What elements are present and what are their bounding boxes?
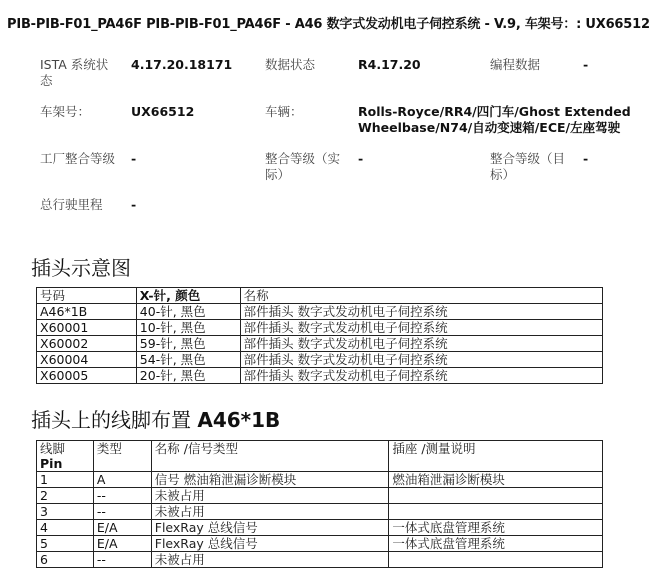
table-row (37, 336, 603, 352)
cell-type: -- (93, 504, 151, 520)
factory-level-label: 工厂整合等级 (40, 151, 116, 166)
col-name: 名称 (240, 288, 602, 304)
pin-table-header (37, 441, 603, 472)
connector-section-title: 插头示意图 (31, 256, 131, 280)
actual-level-value: - (358, 151, 364, 166)
vin-label: 车架号： (40, 104, 91, 119)
ista-label: ISTA 系统状态 (40, 57, 109, 88)
cell-socket: 燃油箱泄漏诊断模块 (389, 472, 603, 488)
document-header: PIB-PIB-F01_PA46F PIB-PIB-F01_PA46F - A46 数字式发动机电子伺控系统 - V.9, 车架号：: UX66512 (7, 17, 650, 32)
cell-pin: 2 (37, 488, 94, 504)
cell-name: 部件插头 数字式发动机电子伺控系统 (240, 320, 602, 336)
table-row (37, 352, 603, 368)
cell-type: A (93, 472, 151, 488)
cell-number: X60001 (37, 320, 137, 336)
table-row (37, 552, 603, 568)
cell-pins-color: 10-针, 黑色 (136, 320, 240, 336)
cell-socket: 一体式底盘管理系统 (389, 536, 603, 552)
cell-name: 部件插头 数字式发动机电子伺控系统 (240, 368, 602, 384)
mileage-value: - (131, 197, 137, 212)
cell-name: 部件插头 数字式发动机电子伺控系统 (240, 304, 602, 320)
col-pin (37, 441, 94, 472)
pin-section-title-prefix: 插头上的线脚布置 (31, 408, 191, 432)
data-status-label: 数据状态 (265, 57, 316, 72)
cell-type: -- (93, 488, 151, 504)
data-status-value: R4.17.20 (358, 57, 421, 72)
cell-signal-name: 未被占用 (151, 504, 389, 520)
cell-number: X60005 (37, 368, 137, 384)
cell-socket (389, 552, 603, 568)
cell-pins-color: 20-针, 黑色 (136, 368, 240, 384)
col-pin-line2: Pin (40, 456, 63, 471)
cell-signal-name: FlexRay 总线信号 (151, 536, 389, 552)
cell-pin: 3 (37, 504, 94, 520)
programming-label: 编程数据 (490, 57, 541, 72)
cell-type: E/A (93, 536, 151, 552)
pin-section-title (31, 404, 280, 433)
cell-pin: 5 (37, 536, 94, 552)
table-row (37, 320, 603, 336)
ista-value: 4.17.20.18171 (131, 57, 233, 72)
cell-name: 部件插头 数字式发动机电子伺控系统 (240, 352, 602, 368)
cell-type: E/A (93, 520, 151, 536)
cell-socket (389, 488, 603, 504)
vehicle-value-line1: Rolls-Royce/RR4/四门车/Ghost Extended (358, 104, 631, 119)
col-pin-line1: 线脚 (40, 441, 66, 456)
cell-socket (389, 504, 603, 520)
connector-table (36, 287, 603, 384)
cell-number: A46*1B (37, 304, 137, 320)
col-pins-color: X-针, 颜色 (136, 288, 240, 304)
pin-table (36, 440, 603, 568)
mileage-label: 总行驶里程 (40, 197, 103, 212)
vin-value: UX66512 (131, 104, 195, 119)
factory-level-value: - (131, 151, 137, 166)
target-level-label: 整合等级（目标） (490, 151, 566, 182)
cell-signal-name: 未被占用 (151, 552, 389, 568)
cell-pins-color: 40-针, 黑色 (136, 304, 240, 320)
cell-number: X60002 (37, 336, 137, 352)
cell-pin: 4 (37, 520, 94, 536)
table-row (37, 536, 603, 552)
programming-value: - (583, 57, 589, 72)
cell-signal-name: FlexRay 总线信号 (151, 520, 389, 536)
cell-name: 部件插头 数字式发动机电子伺控系统 (240, 336, 602, 352)
cell-type: -- (93, 552, 151, 568)
cell-number: X60004 (37, 352, 137, 368)
col-socket: 插座 /测量说明 (389, 441, 603, 472)
cell-signal-name: 未被占用 (151, 488, 389, 504)
table-row (37, 304, 603, 320)
cell-pins-color: 59-针, 黑色 (136, 336, 240, 352)
col-type: 类型 (93, 441, 151, 472)
table-row (37, 504, 603, 520)
cell-pin: 1 (37, 472, 94, 488)
vehicle-label: 车辆： (265, 104, 303, 119)
table-row (37, 520, 603, 536)
col-signal-name: 名称 /信号类型 (151, 441, 389, 472)
cell-socket: 一体式底盘管理系统 (389, 520, 603, 536)
table-row (37, 472, 603, 488)
cell-signal-name: 信号 燃油箱泄漏诊断模块 (151, 472, 389, 488)
target-level-value: - (583, 151, 589, 166)
table-row (37, 368, 603, 384)
cell-pins-color: 54-针, 黑色 (136, 352, 240, 368)
table-row (37, 488, 603, 504)
col-number: 号码 (37, 288, 137, 304)
actual-level-label: 整合等级（实际） (265, 151, 341, 182)
vehicle-value-line2: Wheelbase/N74/自动变速箱/ECE/左座驾驶 (358, 120, 621, 135)
connector-table-header (37, 288, 603, 304)
cell-pin: 6 (37, 552, 94, 568)
pin-section-title-code: A46*1B (197, 408, 281, 432)
